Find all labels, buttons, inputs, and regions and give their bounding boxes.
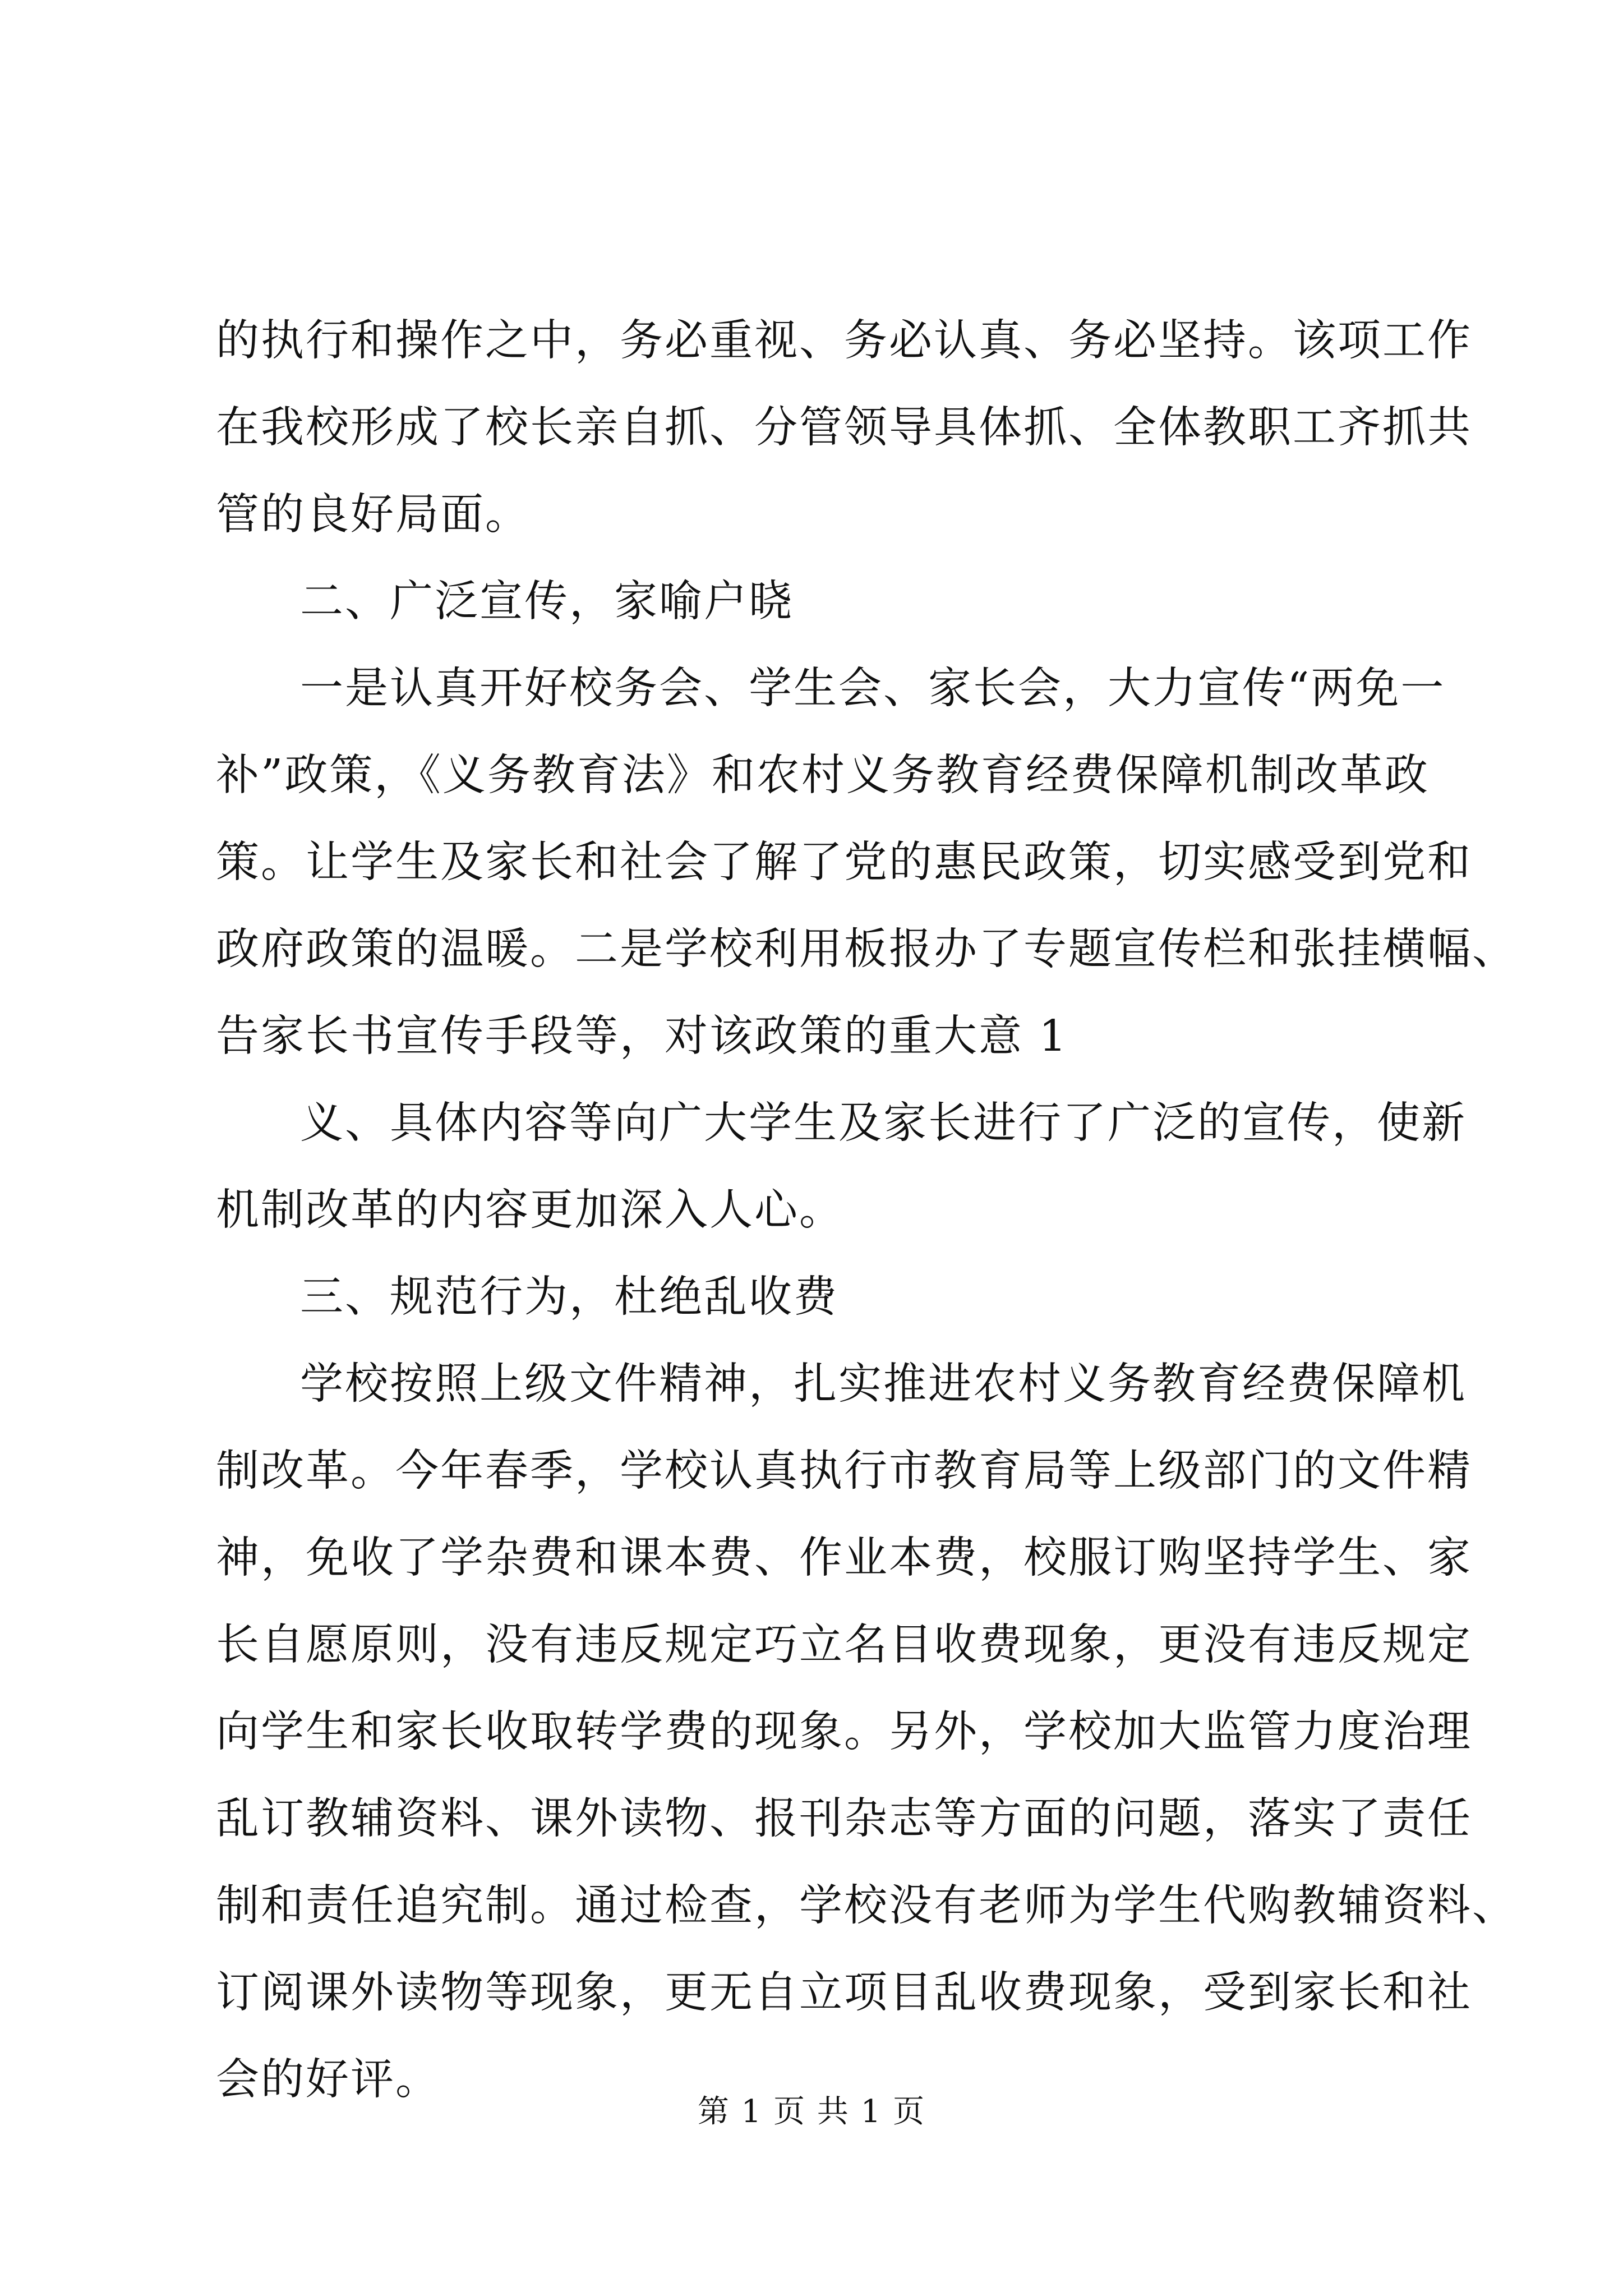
text-line: 长自愿原则，没有违反规定巧立名目收费现象，更没有违反规定 xyxy=(216,1620,1472,1670)
text-line: 一是认真开好校务会、学生会、家长会，大力宣传“两免一 xyxy=(300,664,1446,714)
text-line: 政府政策的温暖。二是学校利用板报办了专题宣传栏和张挂横幅、 xyxy=(216,924,1517,974)
text-line: 管的良好局面。 xyxy=(216,490,530,540)
text-line: 订阅课外读物等现象，更无自立项目乱收费现象，受到家长和社 xyxy=(216,1968,1472,2018)
text-line: 向学生和家长收取转学费的现象。另外，学校加大监管力度治理 xyxy=(216,1707,1472,1757)
document-body xyxy=(216,297,1517,2123)
page-footer: 第 1 页 共 1 页 xyxy=(697,2093,926,2130)
section-heading: 三、规范行为，杜绝乱收费 xyxy=(300,1272,838,1322)
text-line: 策。让学生及家长和社会了解了党的惠民政策，切实感受到党和 xyxy=(216,838,1472,887)
text-line: 会的好评。 xyxy=(216,2055,440,2105)
text-line: 的执行和操作之中，务必重视、务必认真、务必坚持。该项工作 xyxy=(216,316,1472,366)
text-line: 乱订教辅资料、课外读物、报刊杂志等方面的问题，落实了责任 xyxy=(216,1794,1472,1844)
text-line: 在我校形成了校长亲自抓、分管领导具体抓、全体教职工齐抓共 xyxy=(216,403,1472,453)
text-line: 制改革。今年春季，学校认真执行市教育局等上级部门的文件精 xyxy=(216,1446,1472,1496)
text-line: 告家长书宣传手段等，对该政策的重大意 1 xyxy=(216,1011,1068,1061)
text-line: 制和责任追究制。通过检查，学校没有老师为学生代购教辅资料、 xyxy=(216,1881,1517,1931)
text-line: 神，免收了学杂费和课本费、作业本费，校服订购坚持学生、家 xyxy=(216,1533,1472,1583)
text-line: 学校按照上级文件精神，扎实推进农村义务教育经费保障机 xyxy=(300,1359,1467,1409)
text-line: 补”政策，《义务教育法》和农村义务教育经费保障机制改革政 xyxy=(216,751,1430,800)
text-line: 机制改革的内容更加深入人心。 xyxy=(216,1185,844,1235)
section-heading: 二、广泛宣传，家喻户晓 xyxy=(300,577,794,627)
text-line: 义、具体内容等向广大学生及家长进行了广泛的宣传，使新 xyxy=(300,1098,1467,1148)
